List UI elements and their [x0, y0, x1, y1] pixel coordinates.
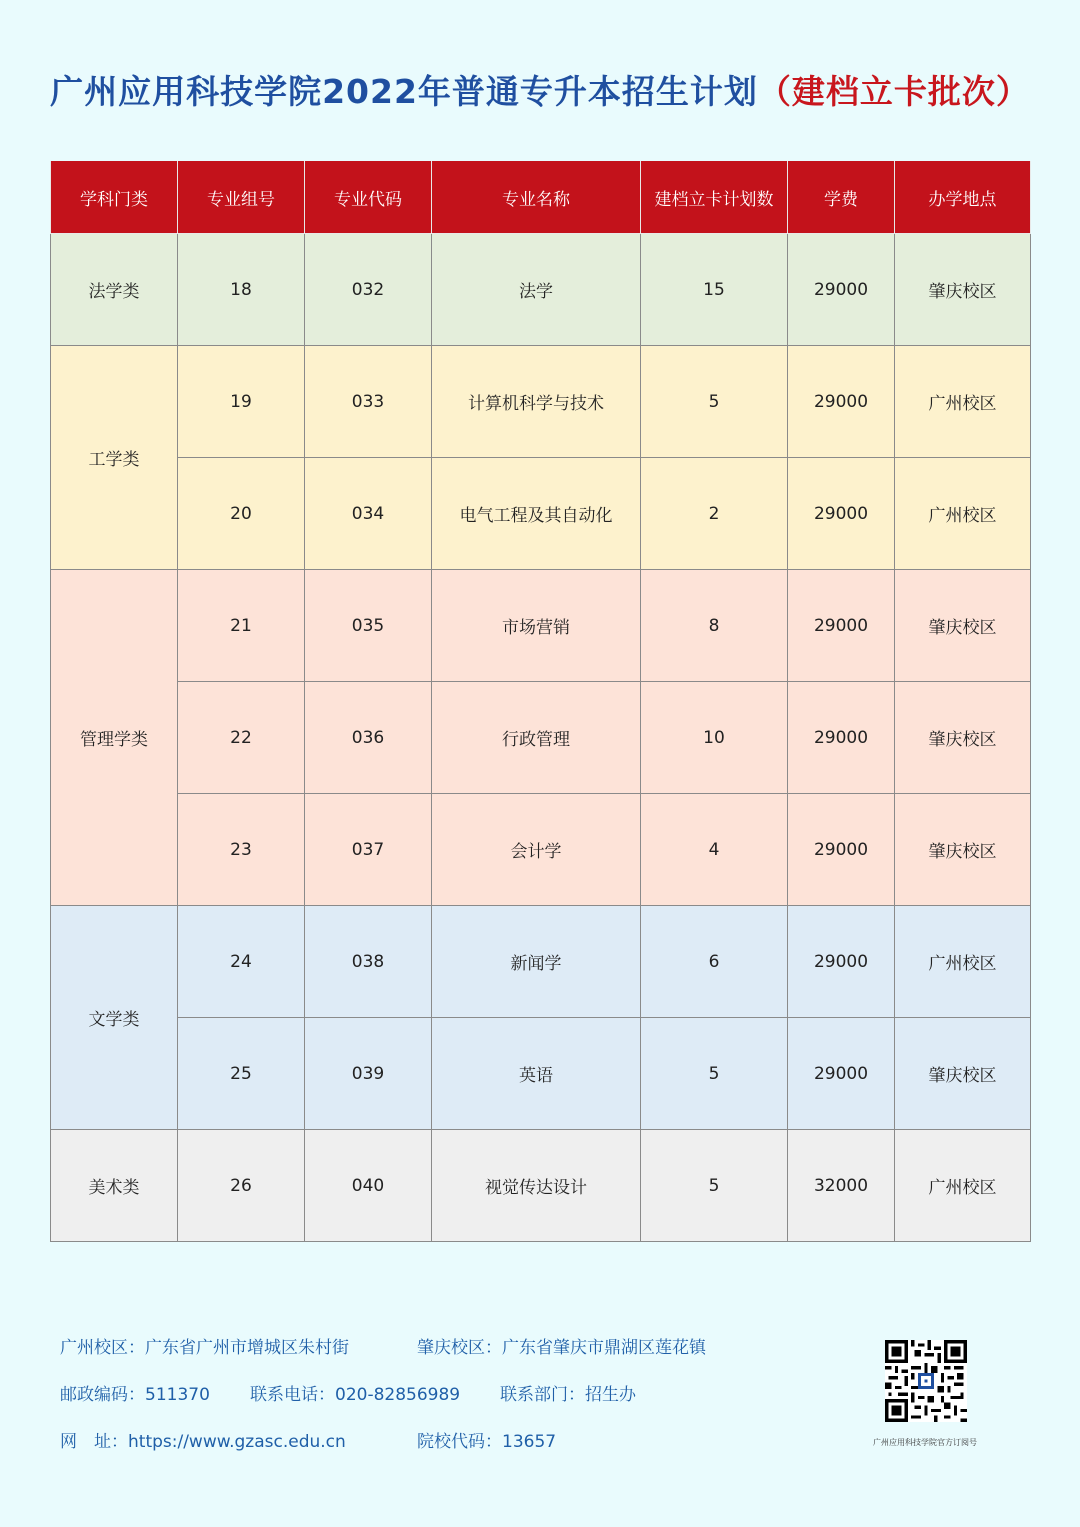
- group-cell: 19: [178, 346, 305, 458]
- campus-cell: 肇庆校区: [895, 234, 1031, 346]
- enrollment-plan-table: [50, 161, 1031, 1242]
- qr-caption: 广州应用科技学院官方订阅号: [873, 1438, 977, 1447]
- table-row: [51, 346, 1031, 458]
- table-row: [51, 1130, 1031, 1242]
- table-row: [51, 1018, 1031, 1130]
- campus-cell: 广州校区: [895, 1130, 1031, 1242]
- fee-cell: 29000: [788, 570, 895, 682]
- plan-cell: 4: [641, 794, 788, 906]
- campus-cell: 广州校区: [895, 906, 1031, 1018]
- group-cell: 20: [178, 458, 305, 570]
- code-cell: 034: [305, 458, 432, 570]
- plan-cell: 5: [641, 1018, 788, 1130]
- campus-cell: 肇庆校区: [895, 794, 1031, 906]
- header-name: 专业名称: [432, 161, 641, 234]
- group-cell: 23: [178, 794, 305, 906]
- campus-cell: 肇庆校区: [895, 682, 1031, 794]
- code-cell: 037: [305, 794, 432, 906]
- header-category: 学科门类: [51, 161, 178, 234]
- qr-code-icon[interactable]: [885, 1340, 967, 1422]
- table-row: [51, 234, 1031, 346]
- name-cell: 视觉传达设计: [432, 1130, 641, 1242]
- code-cell: 035: [305, 570, 432, 682]
- code-cell: 032: [305, 234, 432, 346]
- footer-line-contact: [60, 1380, 636, 1405]
- group-cell: 22: [178, 682, 305, 794]
- fee-cell: 29000: [788, 794, 895, 906]
- name-cell: 会计学: [432, 794, 641, 906]
- code-cell: 040: [305, 1130, 432, 1242]
- footer-school-code: 院校代码：13657: [417, 1432, 557, 1452]
- footer-zq-campus: 肇庆校区：广东省肇庆市鼎湖区莲花镇: [417, 1338, 706, 1358]
- fee-cell: 29000: [788, 906, 895, 1018]
- group-cell: 24: [178, 906, 305, 1018]
- header-code: 专业代码: [305, 161, 432, 234]
- category-cell: 工学类: [51, 346, 178, 570]
- plan-cell: 5: [641, 346, 788, 458]
- table-row: [51, 794, 1031, 906]
- code-cell: 038: [305, 906, 432, 1018]
- header-campus: 办学地点: [895, 161, 1031, 234]
- plan-cell: 2: [641, 458, 788, 570]
- campus-cell: 广州校区: [895, 346, 1031, 458]
- footer-gz-campus: 广州校区：广东省广州市增城区朱村街: [60, 1338, 349, 1358]
- code-cell: 039: [305, 1018, 432, 1130]
- table-row: [51, 570, 1031, 682]
- campus-cell: 肇庆校区: [895, 1018, 1031, 1130]
- category-cell: 文学类: [51, 906, 178, 1130]
- plan-cell: 6: [641, 906, 788, 1018]
- header-fee: 学费: [788, 161, 895, 234]
- fee-cell: 29000: [788, 682, 895, 794]
- footer-dept: 联系部门：招生办: [500, 1385, 636, 1405]
- name-cell: 法学: [432, 234, 641, 346]
- plan-cell: 8: [641, 570, 788, 682]
- header-plan: 建档立卡计划数: [641, 161, 788, 234]
- category-cell: 管理学类: [51, 570, 178, 906]
- page-title-sub: （建档立卡批次）: [757, 72, 1030, 111]
- group-cell: 18: [178, 234, 305, 346]
- table-header-row: [51, 161, 1031, 234]
- name-cell: 行政管理: [432, 682, 641, 794]
- plan-cell: 5: [641, 1130, 788, 1242]
- group-cell: 21: [178, 570, 305, 682]
- header-group: 专业组号: [178, 161, 305, 234]
- table-row: [51, 682, 1031, 794]
- table-row: [51, 906, 1031, 1018]
- code-cell: 036: [305, 682, 432, 794]
- code-cell: 033: [305, 346, 432, 458]
- fee-cell: 32000: [788, 1130, 895, 1242]
- fee-cell: 29000: [788, 234, 895, 346]
- campus-cell: 肇庆校区: [895, 570, 1031, 682]
- footer-postcode: 邮政编码：511370: [60, 1385, 210, 1405]
- name-cell: 电气工程及其自动化: [432, 458, 641, 570]
- plan-cell: 10: [641, 682, 788, 794]
- fee-cell: 29000: [788, 458, 895, 570]
- page-title: [0, 66, 1080, 113]
- name-cell: 市场营销: [432, 570, 641, 682]
- fee-cell: 29000: [788, 346, 895, 458]
- name-cell: 新闻学: [432, 906, 641, 1018]
- table-row: [51, 458, 1031, 570]
- campus-cell: 广州校区: [895, 458, 1031, 570]
- category-cell: 美术类: [51, 1130, 178, 1242]
- category-cell: 法学类: [51, 234, 178, 346]
- footer-website[interactable]: 网 址：https://www.gzasc.edu.cn: [60, 1432, 346, 1452]
- plan-cell: 15: [641, 234, 788, 346]
- footer-line-campuses: [60, 1333, 706, 1358]
- footer-line-web: [60, 1427, 556, 1452]
- group-cell: 25: [178, 1018, 305, 1130]
- name-cell: 计算机科学与技术: [432, 346, 641, 458]
- footer-phone: 联系电话：020-82856989: [250, 1385, 461, 1405]
- name-cell: 英语: [432, 1018, 641, 1130]
- page-title-main: 广州应用科技学院2022年普通专升本招生计划: [50, 72, 758, 111]
- group-cell: 26: [178, 1130, 305, 1242]
- fee-cell: 29000: [788, 1018, 895, 1130]
